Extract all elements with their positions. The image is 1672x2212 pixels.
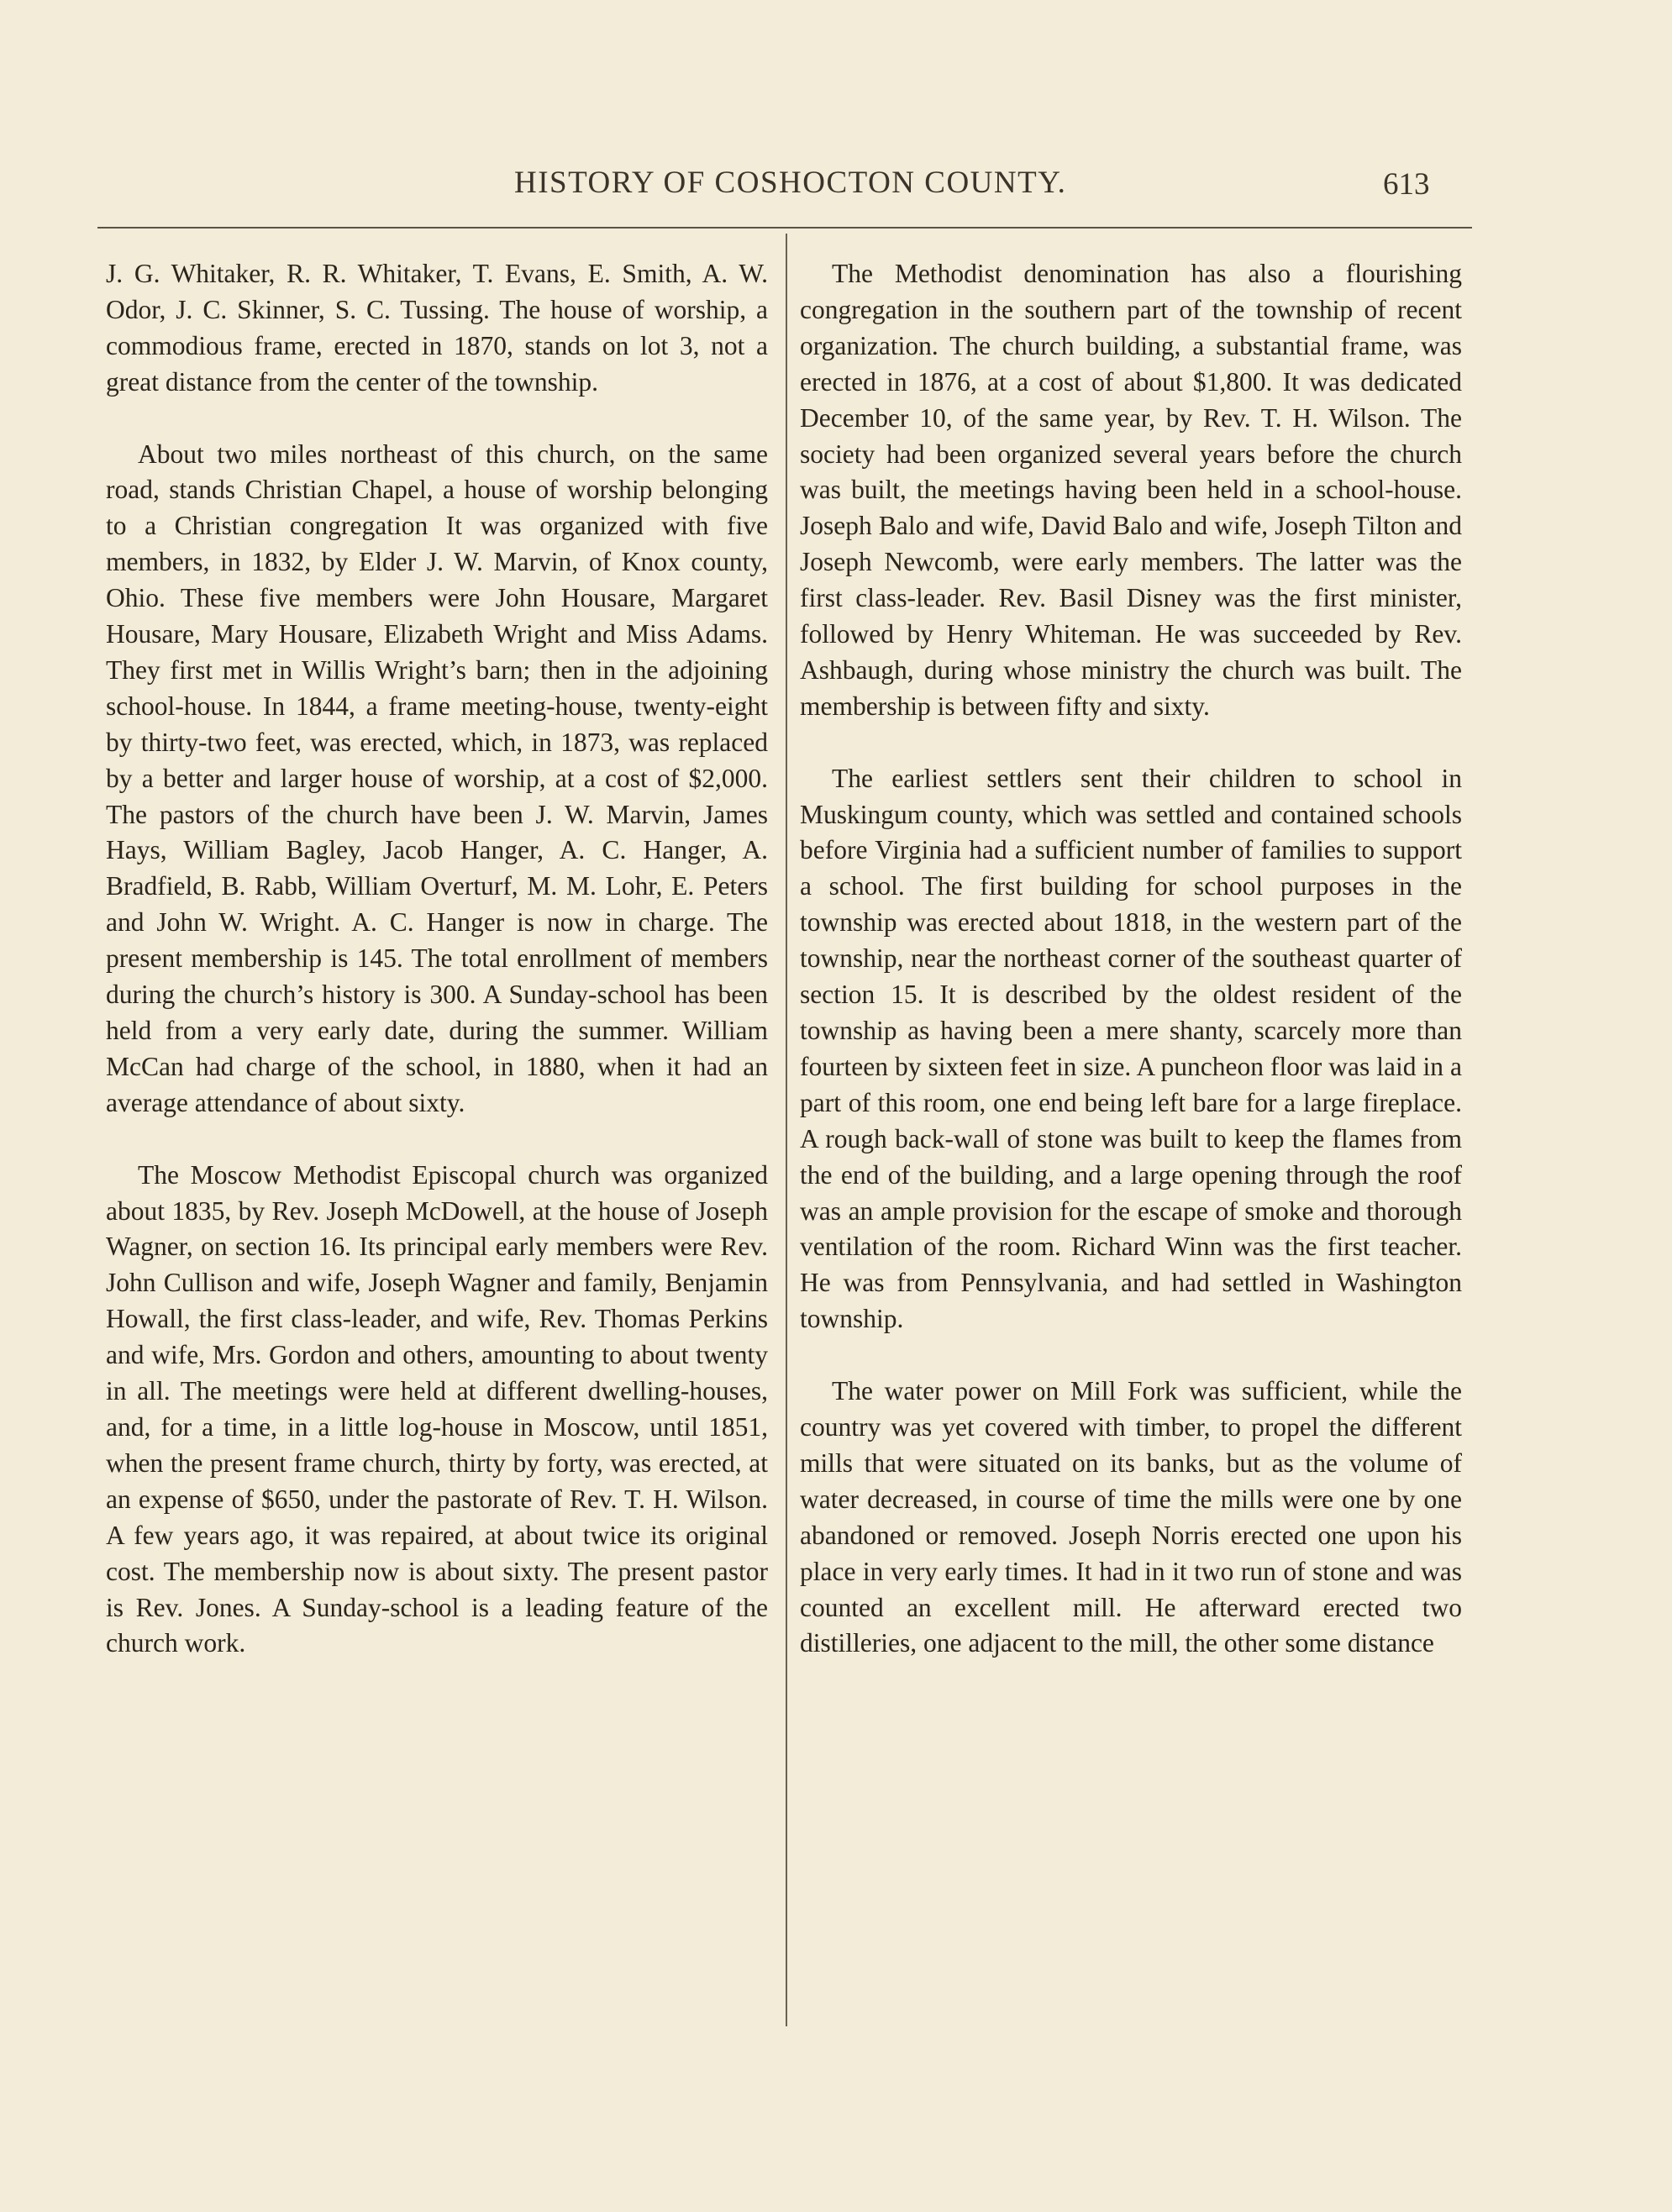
paragraph-whitaker-list: J. G. Whitaker, R. R. Whitaker, T. Evans, E. Smith, A. W. Odor, J. C. Skinner, S. C. Tussing. The house of worship, a commodious frame, erected in 1870, stands on lot 3, not a great distance from the center of the township. bbox=[106, 259, 768, 397]
paragraph-christian-chapel: About two miles northeast of this church, on the same road, stands Christian Chapel, a house of worship belonging to a Christian congregation It was organized with five members, in 1832, by Elder J. W. Marvin, of Knox county, Ohio. These five members were John Housare, Margaret Housare, Mary Housare, Elizabeth Wright and Miss Adams. They first met in Willis Wright’s barn; then in the adjoining school-house. In 1844, a frame meeting-house, twenty-eight by thirty-two feet, was erected, which, in 1873, was replaced by a better and larger house of worship, at a cost of $2,000. The pastors of the church have been J. W. Marvin, James Hays, William Bagley, Jacob Hanger, A. C. Hanger, A. Bradfield, B. Rabb, William Overturf, M. M. Lohr, E. Peters and John W. Wright. A. C. Hanger is now in charge. The present membership is 145. The total enrollment of members during the church’s history is 300. A Sunday-school has been held from a very early date, during the summer. William McCan had charge of the school, in 1880, when it had an average attendance of about sixty. bbox=[106, 439, 768, 1117]
paragraph-moscow-methodist: The Moscow Methodist Episcopal church was organized about 1835, by Rev. Joseph McDowell, at the house of Joseph Wagner, on section 16. Its principal early members were Rev. John Cullison and wife, Joseph Wagner and family, Benjamin Howall, the first class-leader, and wife, Rev. Thomas Perkins and wife, Mrs. Gordon and others, amounting to about twenty in all. The meetings were held at different dwelling-houses, and, for a time, in a little log-house in Moscow, until 1851, when the present frame church, thirty by forty, was erected, at an expense of $650, under the pastorate of Rev. T. H. Wilson. A few years ago, it was repaired, at about twice its original cost. The membership now is about sixty. The present pastor is Rev. Jones. A Sunday-school is a leading feature of the church work. bbox=[106, 1159, 768, 1658]
right-column bbox=[800, 256, 1462, 1662]
running-title: HISTORY OF COSHOCTON COUNTY. bbox=[514, 166, 1067, 200]
paragraph-earliest-schools: The earliest settlers sent their children to school in Muskingum county, which was settled and contained schools before Virginia had a sufficient number of families to support a school. The first building for school purposes in the township was erected about 1818, in the western part of the township, near the northeast corner of the southeast quarter of section 15. It is described by the oldest resident of the township as having been a mere shanty, scarcely more than fourteen by sixteen feet in size. A puncheon floor was laid in a part of this room, one end being left bare for a large fireplace. A rough back-wall of stone was built to keep the flames from the end of the building, and a large opening through the roof was an ample provision for the escape of smoke and thorough ventilation of the room. Richard Winn was the first teacher. He was from Pennsylvania, and had settled in Washington township. bbox=[800, 763, 1462, 1334]
paragraph-methodist-south: The Methodist denomination has also a flourishing congregation in the southern part of the township of recent organization. The church building, a substantial frame, was erected in 1876, at a cost of about $1,800. It was dedicated December 10, of the same year, by Rev. T. H. Wilson. The society had been organized several years before the church was built, the meetings having been held in a school-house. Joseph Balo and wife, David Balo and wife, Joseph Tilton and Joseph Newcomb, were early members. The latter was the first class-leader. Rev. Basil Disney was the first minister, followed by Henry Whiteman. He was succeeded by Rev. Ashbaugh, during whose ministry the church was built. The membership is between fifty and sixty. bbox=[800, 259, 1462, 721]
column-divider bbox=[786, 234, 787, 2026]
header-rule bbox=[97, 227, 1472, 229]
running-header bbox=[0, 165, 1672, 215]
page-number: 613 bbox=[1383, 167, 1430, 202]
paragraph-mill-fork: The water power on Mill Fork was sufficient, while the country was yet covered with timber, to propel the different mills that were situated on its banks, but as the volume of water decreased, in course of time the mills were one by one abandoned or removed. Joseph Norris erected one upon his place in very early times. It had in it two run of stone and was counted an excellent mill. He afterward erected two distilleries, one adjacent to the mill, the other some distance bbox=[800, 1376, 1462, 1658]
left-column bbox=[106, 256, 768, 1662]
